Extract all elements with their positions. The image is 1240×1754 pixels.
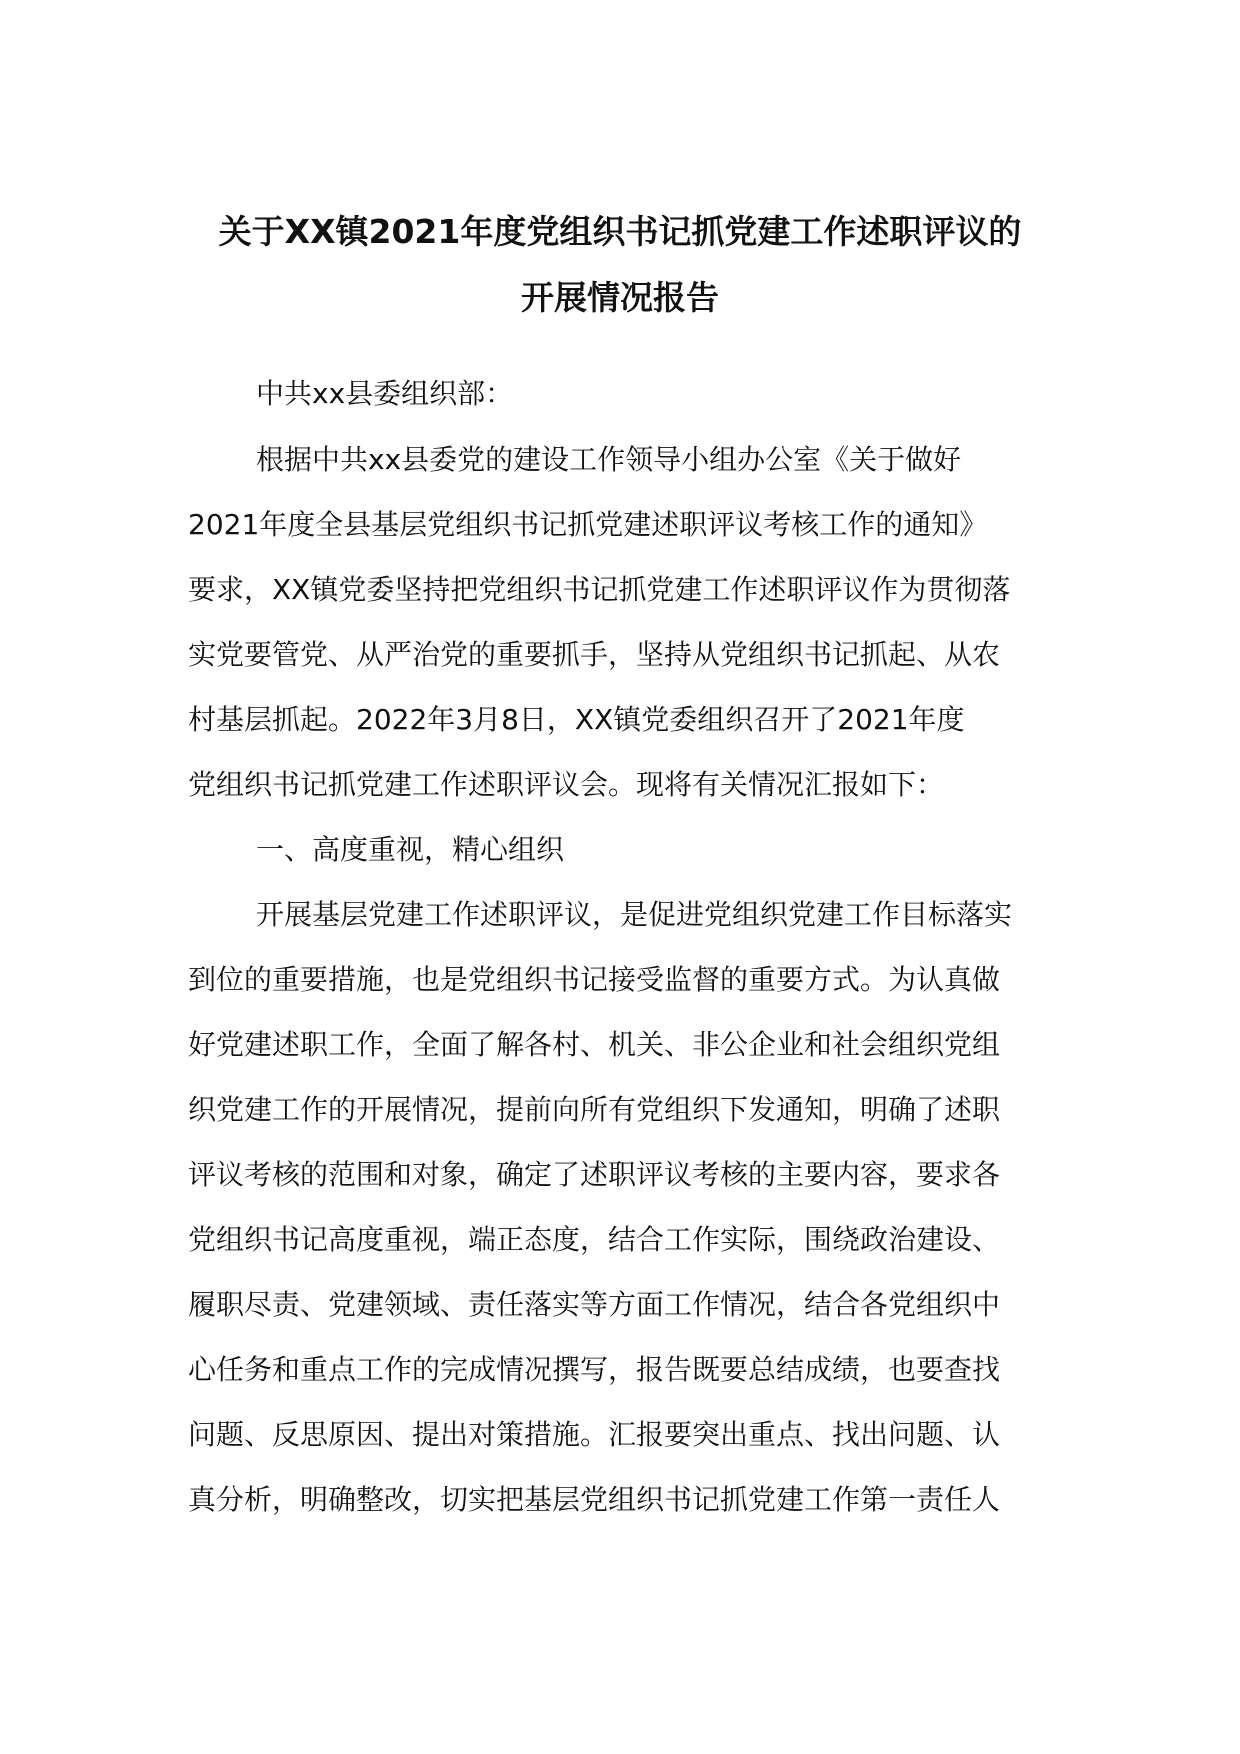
salutation: 中共xx县委组织部： — [256, 377, 514, 410]
section-heading: 一、高度重视，精心组织 — [256, 833, 565, 866]
paragraph-line: 村基层抓起。2022年3月8日，XX镇党委组织召开了2021年度 — [188, 703, 965, 736]
paragraph-line: 评议考核的范围和对象，确定了述职评议考核的主要内容，要求各 — [188, 1158, 1001, 1191]
paragraph-line: 好党建述职工作，全面了解各村、机关、非公企业和社会组织党组 — [188, 1028, 1001, 1061]
paragraph-line: 心任务和重点工作的完成情况撰写，报告既要总结成绩，也要查找 — [188, 1353, 1001, 1386]
document-title-line-2: 开展情况报告 — [521, 278, 719, 317]
document-title-line-1: 关于XX镇2021年度党组织书记抓党建工作述职评议的 — [218, 212, 1022, 251]
paragraph-line: 开展基层党建工作述职评议，是促进党组织党建工作目标落实 — [256, 898, 1013, 931]
paragraph-line: 实党要管党、从严治党的重要抓手，坚持从党组织书记抓起、从农 — [188, 638, 1001, 671]
paragraph-line: 党组织书记抓党建工作述职评议会。现将有关情况汇报如下： — [188, 768, 945, 801]
paragraph-line: 到位的重要措施，也是党组织书记接受监督的重要方式。为认真做 — [188, 963, 1001, 996]
paragraph-line: 问题、反思原因、提出对策措施。汇报要突出重点、找出问题、认 — [188, 1418, 1001, 1451]
paragraph-line: 根据中共xx县委党的建设工作领导小组办公室《关于做好 — [256, 443, 962, 476]
paragraph-line: 党组织书记高度重视，端正态度，结合工作实际，围绕政治建设、 — [188, 1223, 1001, 1256]
paragraph-line: 真分析，明确整改，切实把基层党组织书记抓党建工作第一责任人 — [188, 1483, 1001, 1516]
paragraph-line: 要求，XX镇党委坚持把党组织书记抓党建工作述职评议作为贯彻落 — [188, 573, 1011, 606]
paragraph-line: 2021年度全县基层党组织书记抓党建述职评议考核工作的通知》 — [188, 508, 988, 541]
paragraph-line: 织党建工作的开展情况，提前向所有党组织下发通知，明确了述职 — [188, 1093, 1001, 1126]
paragraph-line: 履职尽责、党建领域、责任落实等方面工作情况，结合各党组织中 — [188, 1288, 1001, 1321]
